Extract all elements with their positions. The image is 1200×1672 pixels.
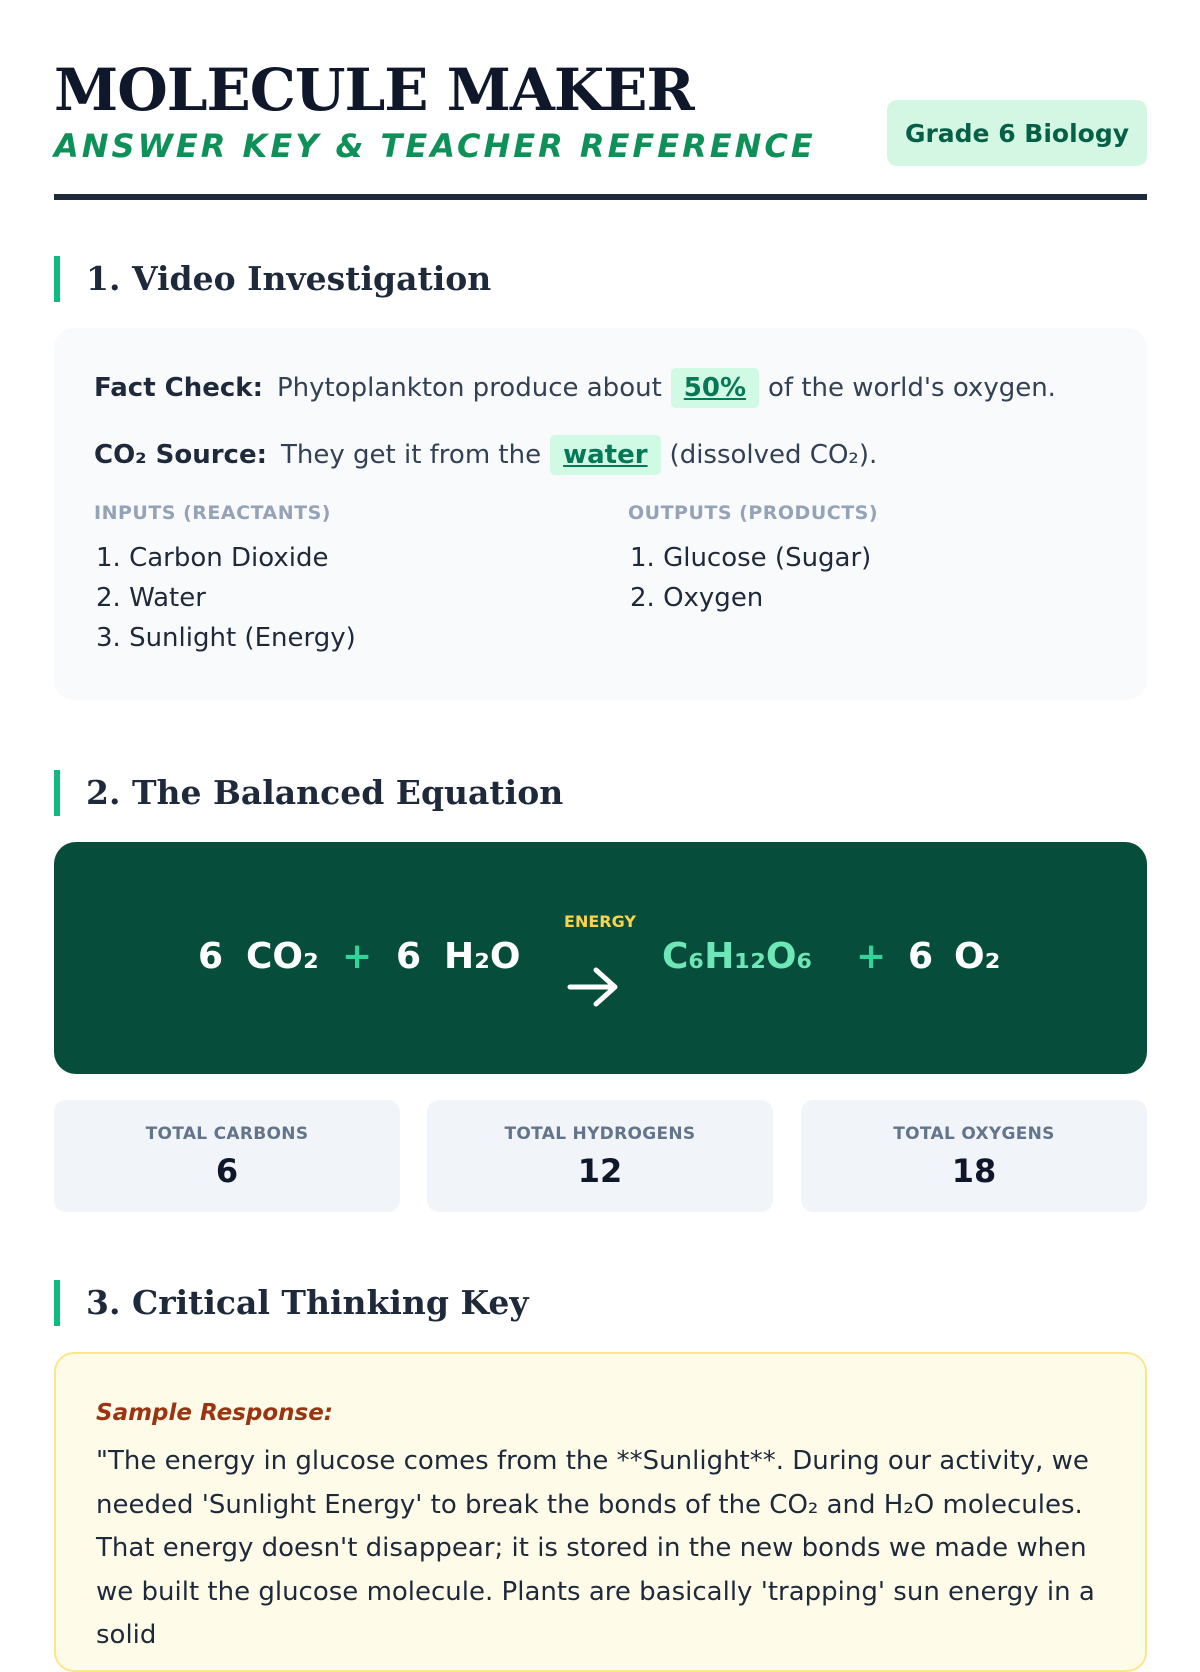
section-2-heading: 2. The Balanced Equation: [54, 770, 563, 816]
co2-source-label: CO₂ Source:: [94, 440, 267, 470]
sample-response-text: "The energy in glucose comes from the **Sunlight**. During our activity, we needed 'Sunlight Energy' to break the bonds of the CO₂ and H₂O molecules. That energy doesn't disappear; it is stored in the new bonds we made when we built the glucose molecule. Plants are basically 'trapping' sun energy in a solid: [96, 1446, 1095, 1650]
energy-label: ENERGY: [564, 912, 636, 931]
fact-check-label: Fact Check:: [94, 373, 263, 403]
list-item: 2. Oxygen: [630, 583, 764, 613]
outputs-heading: OUTPUTS (PRODUCTS): [628, 502, 879, 524]
total-carbons-box: [54, 1100, 400, 1212]
inputs-heading: INPUTS (REACTANTS): [94, 502, 331, 524]
list-item: 3. Sunlight (Energy): [96, 623, 356, 653]
fact-check-line: [94, 368, 1056, 408]
equation-coefficient: 6: [198, 936, 224, 977]
inputs-list: [96, 538, 356, 658]
sample-response-card: [54, 1352, 1147, 1672]
equation-reactant-h2o: H₂O: [444, 936, 521, 977]
outputs-list: [630, 538, 871, 618]
reaction-arrow-icon: [564, 962, 624, 1012]
fact-check-text-after: of the world's oxygen.: [768, 373, 1056, 403]
equation-plus: +: [856, 936, 887, 977]
video-investigation-card: [54, 328, 1147, 700]
equation-product-o2: O₂: [954, 936, 1001, 977]
equation-reactant-co2: CO₂: [246, 936, 319, 977]
page-header: [54, 56, 1147, 202]
total-oxygens-box: [801, 1100, 1147, 1212]
co2-source-line: [94, 435, 877, 475]
equation-coefficient: 6: [396, 936, 422, 977]
co2-source-answer: water: [550, 435, 660, 475]
header-divider: [54, 194, 1147, 200]
section-1-heading: 1. Video Investigation: [54, 256, 491, 302]
total-value: 6: [215, 1152, 239, 1190]
grade-badge: Grade 6 Biology: [887, 100, 1147, 166]
fact-check-answer: 50%: [671, 368, 759, 408]
total-label: TOTAL OXYGENS: [893, 1124, 1055, 1144]
equation-product-glucose: C₆H₁₂O₆: [662, 936, 813, 977]
equation-coefficient: 6: [908, 936, 934, 977]
equation-plus: +: [342, 936, 373, 977]
total-value: 12: [577, 1152, 623, 1190]
page-title: MOLECULE MAKER: [54, 56, 694, 124]
total-label: TOTAL CARBONS: [145, 1124, 309, 1144]
fact-check-text-before: Phytoplankton produce about: [277, 373, 662, 403]
list-item: 1. Carbon Dioxide: [96, 543, 329, 573]
list-item: 1. Glucose (Sugar): [630, 543, 872, 573]
total-value: 18: [951, 1152, 997, 1190]
co2-source-text-before: They get it from the: [281, 440, 542, 470]
balanced-equation: [54, 842, 1147, 1074]
section-3-heading: 3. Critical Thinking Key: [54, 1280, 529, 1326]
co2-source-text-after: (dissolved CO₂).: [669, 440, 878, 470]
list-item: 2. Water: [96, 583, 206, 613]
page-subtitle: ANSWER KEY & TEACHER REFERENCE: [54, 127, 816, 165]
total-label: TOTAL HYDROGENS: [504, 1124, 696, 1144]
sample-response-label: Sample Response:: [96, 1400, 333, 1426]
total-hydrogens-box: [427, 1100, 773, 1212]
